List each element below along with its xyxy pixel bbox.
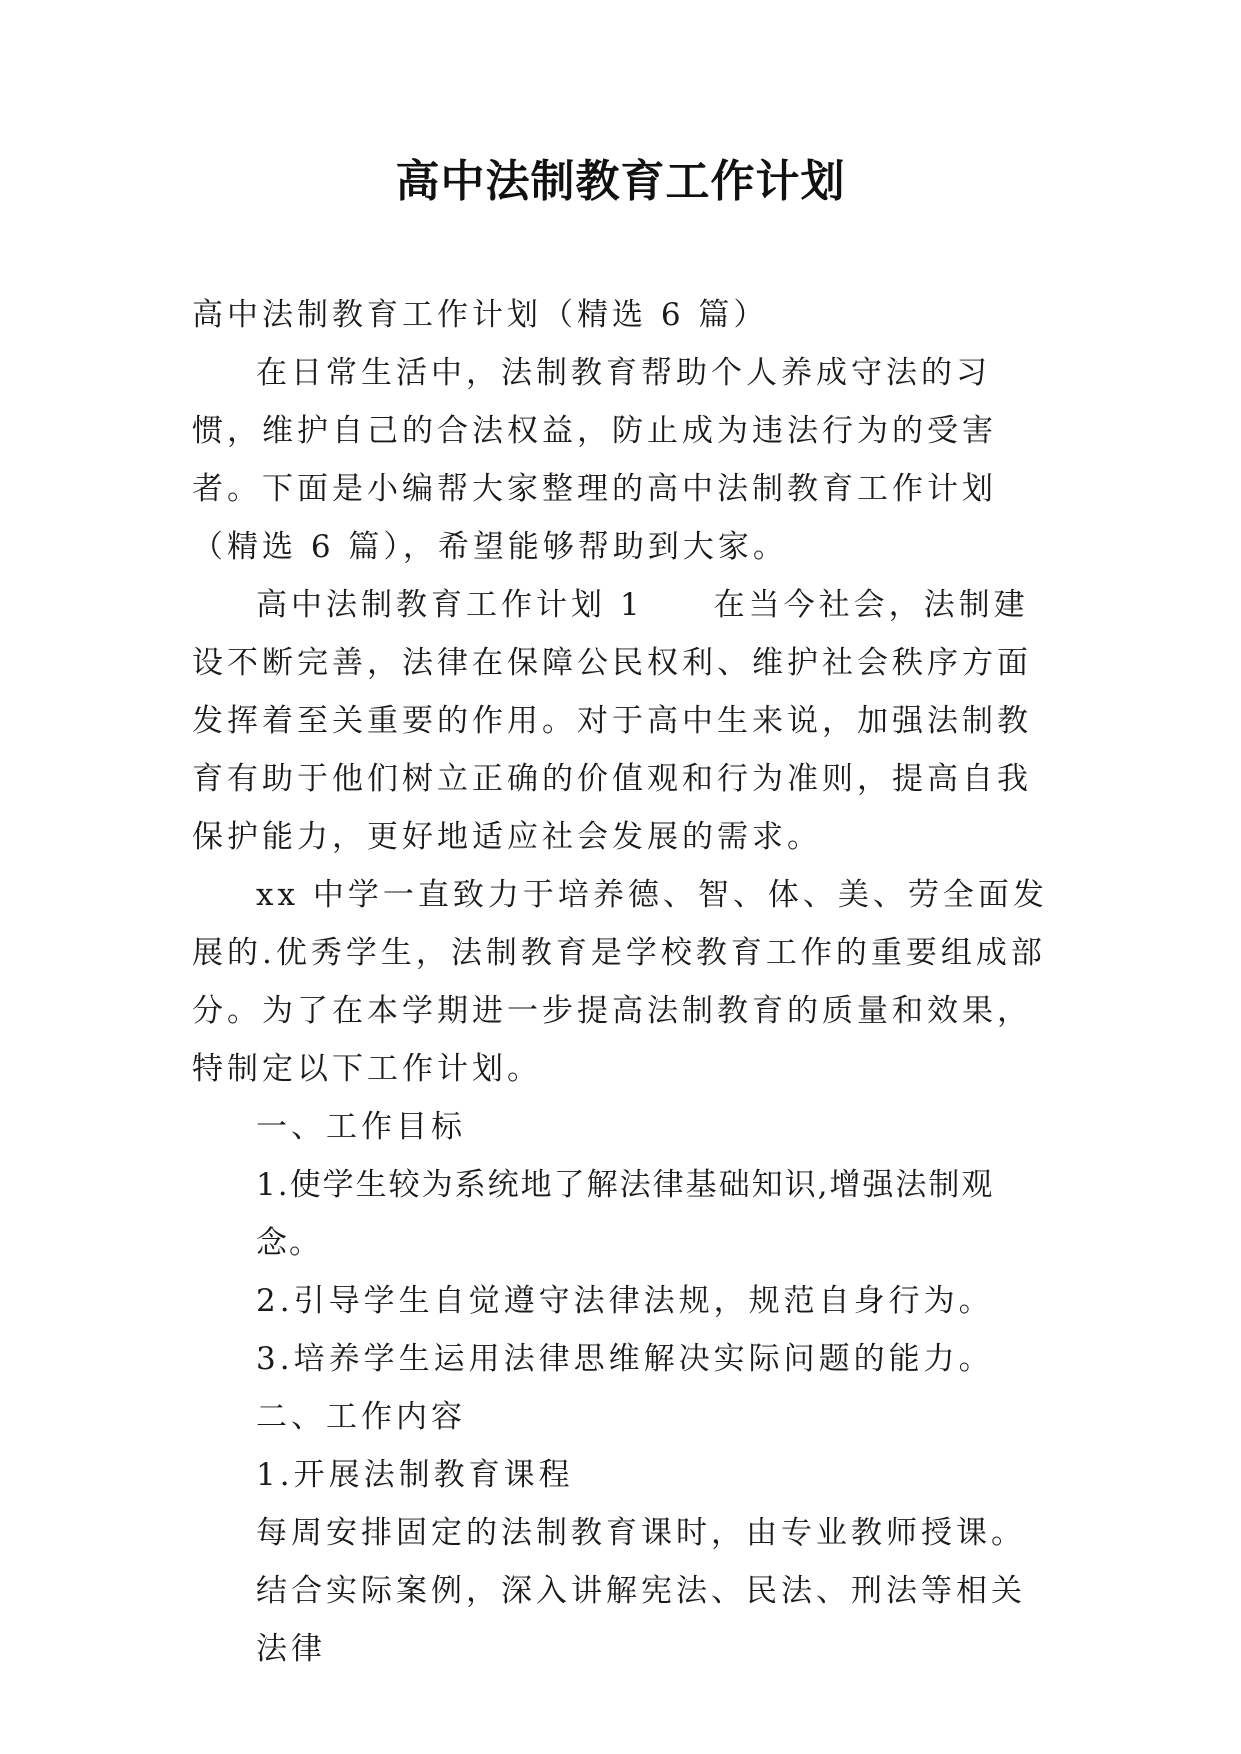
heading-goals: 一、工作目标 [256,1109,466,1145]
heading-content: 二、工作内容 [256,1399,466,1435]
document-body [192,286,1052,1678]
content-item-1-line-2: 结合实际案例，深入讲解宪法、民法、刑法等相关法律 [256,1573,1026,1667]
section-1-paragraph [192,576,1052,866]
document-title: 高中法制教育工作计划 [395,156,846,207]
content-item-1-line-1: 每周安排固定的法制教育课时，由专业教师授课。 [256,1515,1026,1551]
section-1-text: 在当今社会，法制建设不断完善，法律在保障公民权利、维护社会秩序方面发挥着至关重要的作用。对于高中生来说，加强法制教育有助于他们树立正确的价值观和行为准则，提高自我保护能力，更好地适应社会发展的需求。 [192,587,1032,855]
subtitle-line: 高中法制教育工作计划（精选 6 篇） [192,297,769,333]
content-item-1-title: 1.开展法制教育课程 [256,1457,574,1493]
goal-item-2: 2.引导学生自觉遵守法律法规，规范自身行为。 [256,1283,994,1319]
section-1-heading: 高中法制教育工作计划 1 [256,587,644,623]
school-paragraph: xx 中学一直致力于培养德、智、体、美、劳全面发展的.优秀学生，法制教育是学校教育工作的重要组成部分。为了在本学期进一步提高法制教育的质量和效果，特制定以下工作计划。 [192,877,1048,1087]
goal-item-1: 1.使学生较为系统地了解法律基础知识,增强法制观念。 [256,1167,995,1261]
goal-item-3: 3.培养学生运用法律思维解决实际问题的能力。 [256,1341,994,1377]
intro-paragraph: 在日常生活中，法制教育帮助个人养成守法的习惯，维护自己的合法权益，防止成为违法行为的受害者。下面是小编帮大家整理的高中法制教育工作计划（精选 6 篇），希望能够帮助到大家。 [192,355,997,565]
